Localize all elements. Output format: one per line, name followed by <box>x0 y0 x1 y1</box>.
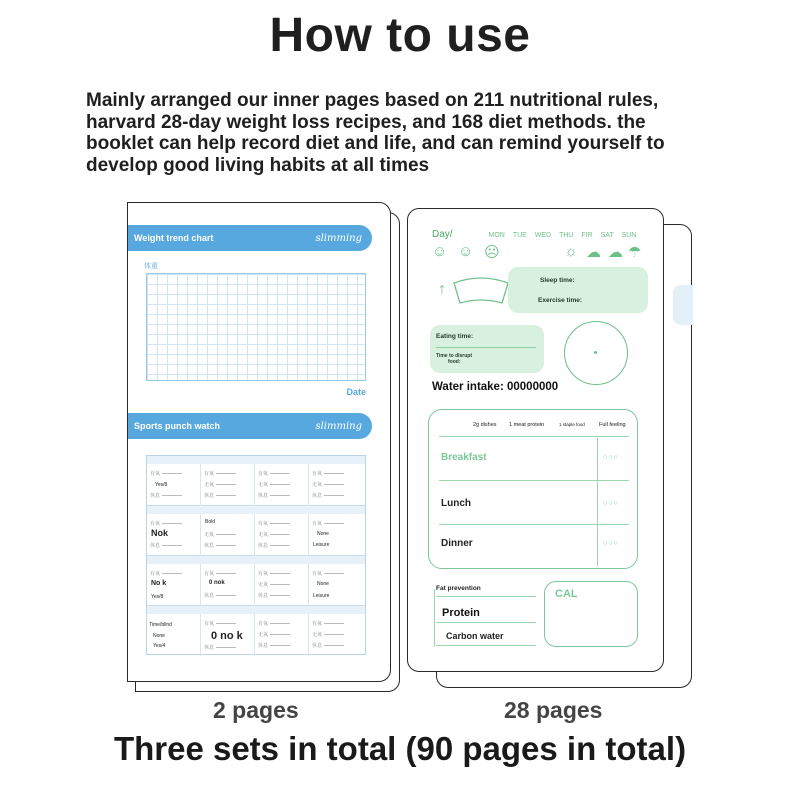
dinner-label: Dinner <box>441 538 473 549</box>
cell-note: Bold <box>205 519 216 525</box>
weekday-wed: WED <box>534 232 552 239</box>
cell-note: Yes/8 <box>155 482 168 488</box>
sports-cell <box>255 564 309 606</box>
dinner-dots: ○○○ <box>603 540 619 547</box>
weekday-thu: THU <box>559 232 574 239</box>
cell-note: No k <box>151 580 167 587</box>
disrupt-label-1: Time to disrupt <box>436 353 473 359</box>
cell-note: None <box>317 581 329 587</box>
weight-axis-label: 体重 <box>144 263 158 270</box>
date-label: Date <box>346 387 366 397</box>
sports-row <box>147 506 365 556</box>
meal-divider <box>439 480 629 481</box>
weekday-mon: MON <box>488 232 505 239</box>
cal-box <box>544 581 638 647</box>
cell-note: 0 no k <box>211 630 243 642</box>
cell-label: 无氧 <box>258 481 290 488</box>
cell-note: Yes/4 <box>153 643 166 649</box>
eating-line <box>436 347 536 348</box>
cell-label: 有氧 <box>150 520 182 527</box>
cell-note: None <box>153 633 165 639</box>
cloud-icon: ☁ <box>608 244 623 261</box>
breakfast-dots: ○○○ <box>603 454 619 461</box>
sports-cell <box>147 514 201 556</box>
sports-cell <box>309 614 363 656</box>
meal-header: 1 meat protein <box>509 422 545 428</box>
cell-label: 有氧 <box>258 570 290 577</box>
sleep-exercise-box <box>508 267 648 313</box>
breakfast-label: Breakfast <box>441 452 487 463</box>
day-row <box>432 229 652 240</box>
sports-cell <box>201 514 255 556</box>
slimming-script-1: slimming <box>315 232 362 244</box>
rain-icon: ☂ <box>628 244 642 261</box>
sports-cell <box>201 614 255 656</box>
cell-label: 有氧 <box>312 470 344 477</box>
cell-label: 有氧 <box>204 470 236 477</box>
lunch-dots: ○○○ <box>603 500 619 507</box>
sports-cell <box>309 464 363 506</box>
sports-punch-title: Sports punch watch <box>134 421 221 431</box>
cell-note: Yes/8 <box>151 594 164 600</box>
cell-note: Leisure <box>313 542 330 548</box>
cell-label: 有氧 <box>150 570 182 577</box>
meal-column-divider <box>597 438 598 566</box>
nutrition-bracket <box>434 589 435 647</box>
cell-label: 有氧 <box>150 470 182 477</box>
sports-cell <box>147 464 201 506</box>
meal-divider <box>439 524 629 525</box>
nutrition-line <box>436 596 536 597</box>
cell-label: 有氧 <box>204 570 236 577</box>
cell-label: 休息 <box>312 492 344 499</box>
sports-cell <box>201 464 255 506</box>
arrow-up-icon: ↑ <box>438 281 446 298</box>
exercise-time-label: Exercise time: <box>538 297 583 304</box>
cell-label: 休息 <box>258 592 290 599</box>
sports-cell <box>147 614 201 656</box>
cell-label: 无氧 <box>312 631 344 638</box>
meal-header: Full feeling <box>599 422 626 428</box>
weekday-sun: SUN <box>621 232 637 239</box>
sports-row <box>147 606 365 656</box>
cell-label: 无氧 <box>204 531 236 538</box>
sports-cell <box>309 514 363 556</box>
cell-label: 无氧 <box>312 481 344 488</box>
cell-label: 无氧 <box>204 481 236 488</box>
clock-icon <box>564 321 628 385</box>
neutral-face-icon: ☺ <box>458 243 474 260</box>
sports-cell <box>201 564 255 606</box>
cell-label: 休息 <box>258 642 290 649</box>
gauge-icon <box>450 275 512 305</box>
weight-grid <box>146 273 366 381</box>
nutrition-line <box>436 645 536 646</box>
meal-header: 2g dishes <box>473 422 497 428</box>
carbon-water-label: Carbon water <box>446 631 504 641</box>
cell-label: 有氧 <box>258 520 290 527</box>
sports-row <box>147 556 365 606</box>
cell-label: 有氧 <box>312 570 344 577</box>
right-pages-label: 28 pages <box>504 697 603 723</box>
cell-note: Nok <box>151 528 169 538</box>
sad-face-icon: ☹ <box>484 244 500 261</box>
water-intake: Water intake: 00000000 <box>432 381 559 393</box>
cell-label: 无氧 <box>258 531 290 538</box>
cell-label: 无氧 <box>258 581 290 588</box>
weekday-tue: TUE <box>512 232 527 239</box>
cell-label: 休息 <box>204 592 236 599</box>
page-title: How to use <box>269 9 531 62</box>
cell-label: 有氧 <box>258 470 290 477</box>
sleep-time-label: Sleep time: <box>540 277 575 284</box>
cal-label: CAL <box>555 588 578 600</box>
cell-label: 休息 <box>204 542 236 549</box>
clock-center <box>594 351 597 354</box>
protein-label: Protein <box>442 607 480 619</box>
cell-label: 休息 <box>258 492 290 499</box>
sun-icon: ☼ <box>564 243 578 260</box>
cell-label: 休息 <box>204 492 236 499</box>
cell-label: 休息 <box>258 542 290 549</box>
sports-cell <box>255 514 309 556</box>
left-front-page <box>127 202 391 682</box>
sports-cell <box>309 564 363 606</box>
cell-label: 休息 <box>312 642 344 649</box>
cell-label: 有氧 <box>204 620 236 627</box>
meal-header: 1 staple food <box>559 422 585 427</box>
disrupt-label-2: food: <box>448 359 461 365</box>
sports-cell <box>255 464 309 506</box>
left-pages-label: 2 pages <box>213 697 299 723</box>
nutrition-line <box>436 622 536 623</box>
cell-note: 0 nok <box>209 580 225 586</box>
weekday-fri: FIR <box>581 232 593 239</box>
fat-prevention-label: Fat prevention <box>436 585 481 592</box>
cell-label: 休息 <box>150 492 182 499</box>
right-front-page <box>407 208 664 672</box>
back-page-tab <box>673 285 693 325</box>
meals-box <box>428 409 638 569</box>
sports-cell <box>255 614 309 656</box>
cell-note: None <box>317 531 329 537</box>
cell-label: 有氧 <box>258 620 290 627</box>
day-label: Day/ <box>432 229 453 240</box>
eating-time-box <box>430 325 544 373</box>
cell-label: 休息 <box>204 644 236 651</box>
weight-trend-banner <box>128 225 372 251</box>
cell-label: 无氧 <box>258 631 290 638</box>
cell-note: Leisure <box>313 593 330 599</box>
total-label: Three sets in total (90 pages in total) <box>113 730 687 767</box>
sports-row <box>147 456 365 506</box>
cell-note: Time/blind <box>149 622 172 628</box>
lunch-label: Lunch <box>441 498 471 509</box>
cell-label: 休息 <box>150 542 182 549</box>
weight-trend-title: Weight trend chart <box>134 233 214 243</box>
cloud-sun-icon: ☁ <box>586 244 601 261</box>
sports-punch-banner <box>128 413 372 439</box>
happy-face-icon: ☺ <box>432 243 448 260</box>
cell-label: 有氧 <box>312 620 344 627</box>
sports-table <box>146 455 366 655</box>
meal-divider <box>439 436 629 437</box>
intro-text: Mainly arranged our inner pages based on 211 nutritional rules, harvard 28-day weight loss recipes, and 168 diet methods. the booklet can help record diet and life, and can remind yourself to develop good living habits at all times <box>86 90 665 176</box>
slimming-script-2: slimming <box>315 420 362 432</box>
cell-label: 有氧 <box>312 520 344 527</box>
eating-time-label: Eating time: <box>436 333 474 340</box>
weekday-sat: SAT <box>600 232 614 239</box>
sports-cell <box>147 564 201 606</box>
